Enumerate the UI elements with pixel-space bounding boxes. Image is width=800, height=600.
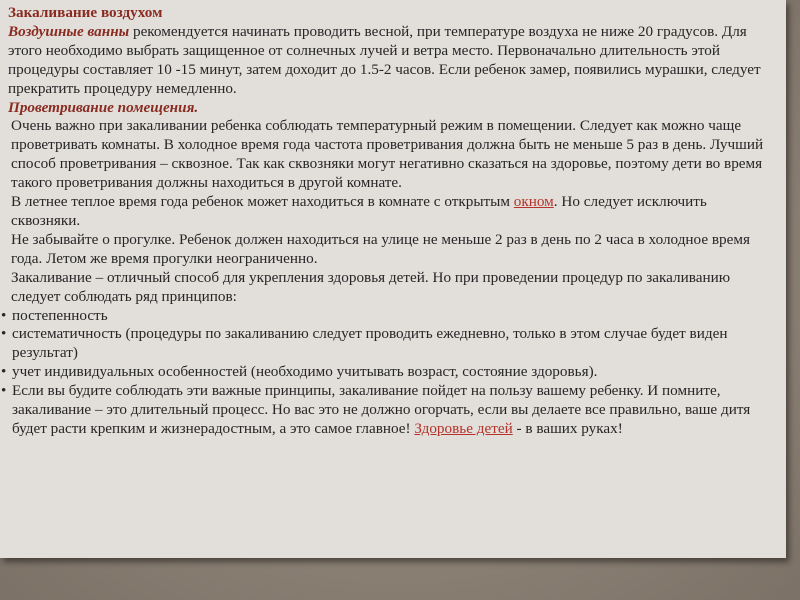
list-item	[1, 382, 778, 439]
summer-text-after: . Но следует исключить сквозняки.	[11, 193, 707, 229]
final-text-after: - в ваших руках!	[512, 419, 623, 437]
bullet-icon: •	[1, 382, 7, 400]
final-text-before: Если вы будите соблюдать эти важные принципы, закаливание пойдет на пользу вашему ребенку. И помните, закаливание – это длительный процесс. Но вас это не должно огорчать, если вы делаете все правильно, ваше дитя будет расти крепким и жизнерадостным, а это самое главное!	[12, 382, 751, 437]
paragraph-walks: Не забывайте о прогулке. Ребенок должен находиться на улице не меньше 2 раз в день по 2 часа в холодное время года. Летом же время прогулки неограниченно.	[11, 230, 750, 267]
paragraph-summer	[8, 193, 778, 231]
list-item-text: постепенность	[12, 306, 108, 324]
section-title-air-hardening: Закаливание воздухом	[8, 4, 163, 21]
paragraph-air-baths	[8, 23, 778, 99]
paragraph-principles-intro: Закаливание – отличный способ для укрепления здоровья детей. Но при проведении процедур по закаливанию следует соблюдать ряд принципов:	[11, 268, 731, 305]
children-health-link[interactable]: Здоровье детей	[414, 419, 513, 437]
summer-text-before: В летнее теплое время года ребенок может находиться в комнате с открытым	[11, 193, 514, 211]
list-item-text: учет индивидуальных особенностей (необходимо учитывать возраст, состояние здоровья).	[12, 363, 598, 381]
air-baths-text: рекомендуется начинать проводить весной, при температуре воздуха не ниже 20 градусов. Для этого необходимо выбрать защищенное от солнечных лучей и ветра место. Первоначально длительность этой процедуры составляет 10 -15 минут, затем доходит до 1.5-2 часов. Если ребенок замер, появились мурашки, следует прекратить процедуру немедленно.	[8, 22, 761, 97]
bullet-icon: •	[1, 306, 7, 324]
list-item	[1, 363, 778, 382]
section-title-ventilation: Проветривание помещения.	[8, 98, 199, 116]
bullet-icon: •	[1, 363, 7, 381]
list-item-text: систематичность (процедуры по закаливанию следует проводить ежедневно, только в этом случае будет виден результат)	[12, 325, 728, 362]
air-baths-lead: Воздушные ванны	[8, 22, 130, 40]
paragraph-ventilation: Очень важно при закаливании ребенка соблюдать температурный режим в помещении. Следует как можно чаще проветривать комнаты. В холодное время года частота проветривания должна быть не меньше 5 раз в день. Лучший способ проветривания – сквозное. Так как сквозняки могут негативно сказаться на здоровье, поэтому дети во время такого проветривания должны находиться в другой комнате.	[11, 117, 764, 192]
list-item	[1, 325, 778, 363]
window-link[interactable]: окном	[513, 193, 554, 211]
bullet-icon: •	[1, 325, 7, 343]
principles-list	[1, 306, 778, 439]
article-text	[1, 4, 778, 439]
list-item	[1, 306, 778, 326]
